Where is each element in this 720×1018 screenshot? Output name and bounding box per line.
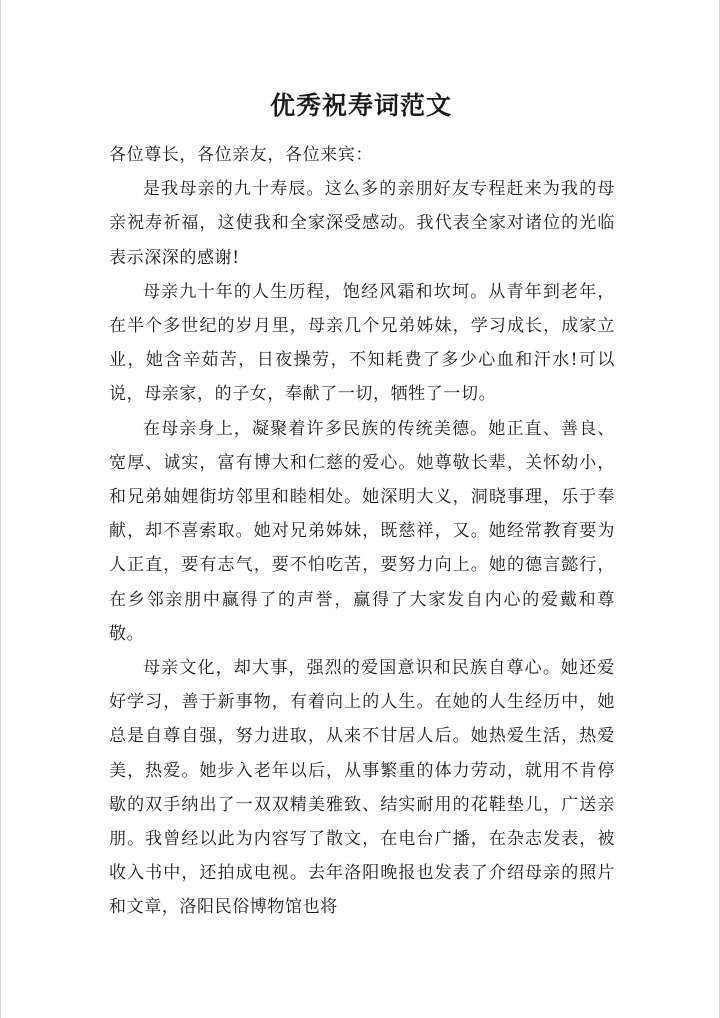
document-body bbox=[109, 138, 615, 925]
paragraph-2: 母亲九十年的人生历程，饱经风霜和坎坷。从青年到老年，在半个多世纪的岁月里，母亲几个兄弟姊妹，学习成长，成家立业，她含辛茹苦，日夜操劳，不知耗费了多少心血和汗水!可以说，母亲家，的子女，奉献了一切，牺牲了一切。 bbox=[109, 281, 615, 405]
document-title: 优秀祝寿词范文 bbox=[269, 91, 452, 120]
paragraph-4: 母亲文化，却大事，强烈的爱国意识和民族自尊心。她还爱好学习，善于新事物，有着向上的人生。在她的人生经历中，她总是自尊自强，努力进取，从来不甘居人后。她热爱生活，热爱美，热爱。她步入老年以后，从事繁重的体力劳动，就用不肯停歇的双手纳出了一双双精美雅致、结实耐用的花鞋垫儿，广送亲朋。我曾经以此为内容写了散文，在电台广播，在杂志发表，被收入书中，还拍成电视。去年洛阳晚报也发表了介绍母亲的照片和文章，洛阳民俗博物馆也将 bbox=[109, 658, 615, 918]
paragraph-1: 是我母亲的九十寿辰。这么多的亲朋好友专程赶来为我的母亲祝寿祈福，这使我和全家深受感动。我代表全家对诸位的光临表示深深的感谢! bbox=[109, 179, 615, 268]
paragraph-3: 在母亲身上，凝聚着许多民族的传统美德。她正直、善良、宽厚、诚实，富有博大和仁慈的爱心。她尊敬长辈，关怀幼小，和兄弟妯娌街坊邻里和睦相处。她深明大义，洞晓事理，乐于奉献，却不喜索取。她对兄弟姊妹，既慈祥，又。她经常教育要为人正直，要有志气，要不怕吃苦，要努力向上。她的德言懿行，在乡邻亲朋中赢得了的声誉，赢得了大家发自内心的爱戴和尊敬。 bbox=[109, 418, 615, 644]
greeting-line: 各位尊长，各位亲友，各位来宾： bbox=[109, 145, 373, 165]
